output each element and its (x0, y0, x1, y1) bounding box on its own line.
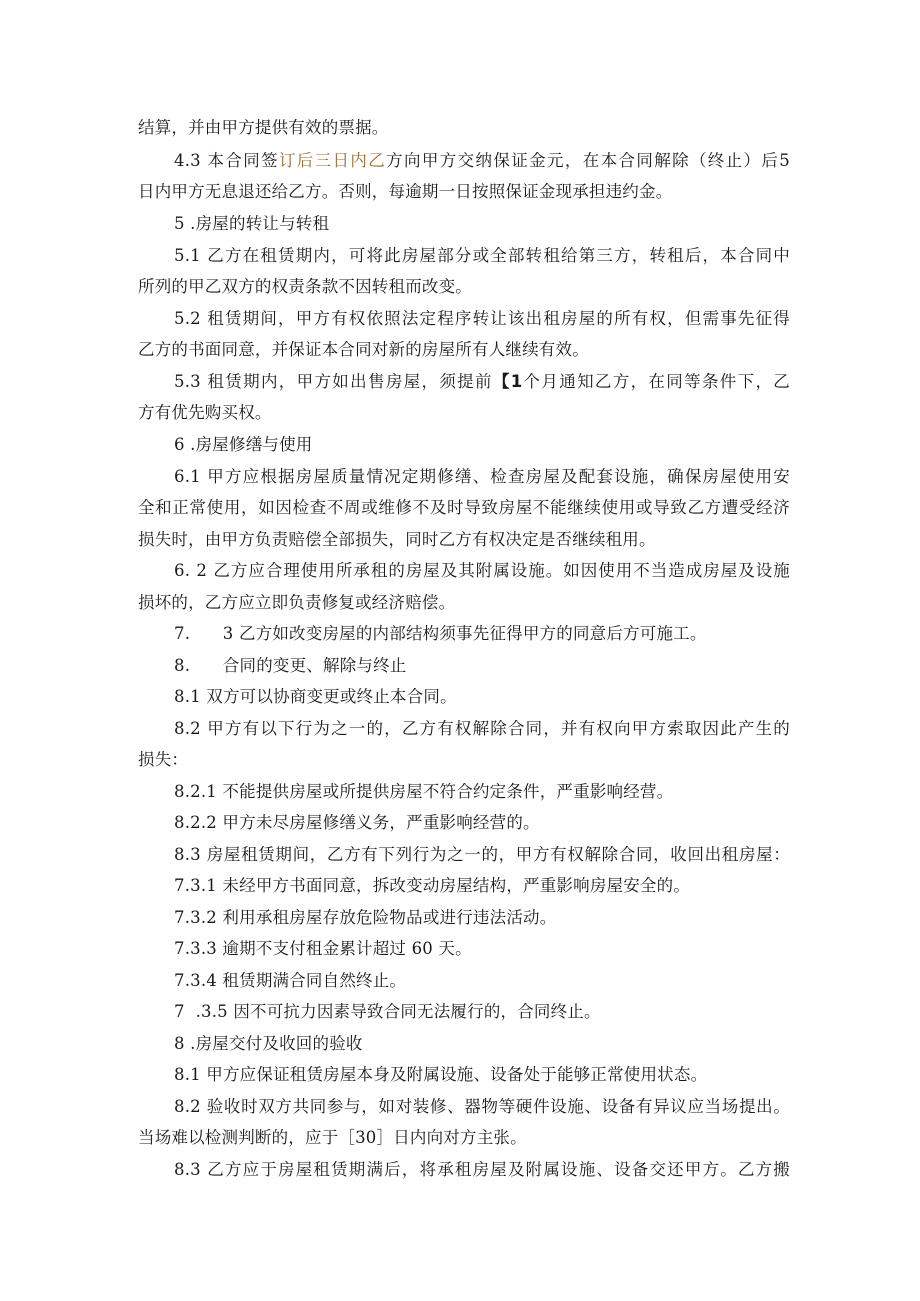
text-line: 7. 3 乙方如改变房屋的内部结构须事先征得甲方的同意后方可施工。 (174, 624, 707, 643)
section-heading: 8 .房屋交付及收回的验收 (174, 1034, 363, 1053)
text-line (174, 372, 790, 392)
text-segment: 5.3 租赁期内，甲方如出售房屋，须提前 (174, 372, 493, 391)
text-line: 损坏的，乙方应立即负责修复或经济赔偿。 (138, 593, 456, 612)
highlighted-text: 订后三日内乙 (278, 151, 387, 170)
text-line: 损失： (138, 750, 189, 769)
section-heading: 5 .房屋的转让与转租 (174, 214, 330, 233)
text-line: 8.1 双方可以协商变更或终止本合同。 (174, 687, 457, 706)
text-line: 6.1 甲方应根据房屋质量情况定期修缮、检查房屋及配套设施，确保房屋使用安 (174, 467, 790, 486)
text-line: 乙方的书面同意，并保证本合同对新的房屋所有人继续有效。 (138, 340, 589, 359)
text-line: 7.3.4 租赁期满合同自然终止。 (174, 971, 407, 990)
text-line: 6. 2 乙方应合理使用所承租的房屋及其附属设施。如因使用不当造成房屋及设施 (174, 561, 790, 580)
text-line: 5.2 租赁期间，甲方有权依照法定程序转让该出租房屋的所有权，但需事先征得 (174, 309, 790, 328)
text-segment: 个月通知乙方，在同等条件下，乙 (522, 372, 791, 391)
text-line: 8.2.2 甲方未尽房屋修缮义务，严重影响经营的。 (174, 813, 540, 832)
text-line: 全和正常使用，如因检查不周或维修不及时导致房屋不能继续使用或导致乙方遭受经济 (138, 498, 790, 517)
text-line: 所列的甲乙双方的权责条款不因转租而改变。 (138, 277, 472, 296)
text-line: 8.3 房屋租赁期间，乙方有下列行为之一的，甲方有权解除合同，收回出租房屋： (174, 845, 790, 864)
text-line: 7.3.2 利用承租房屋存放危险物品或进行违法活动。 (174, 908, 557, 927)
text-line (174, 151, 790, 171)
text-line: 结算，并由甲方提供有效的票据。 (138, 118, 389, 137)
text-segment: 4.3 本合同签 (174, 151, 279, 170)
text-line: 8.2 验收时双方共同参与，如对装修、器物等硬件设施、设备有异议应当场提出。 (174, 1097, 790, 1116)
text-line: 8.2.1 不能提供房屋或所提供房屋不符合约定条件，严重影响经营。 (174, 782, 674, 801)
text-line: 7.3.3 逾期不支付租金累计超过 60 天。 (174, 939, 472, 958)
bracket-value: 【1 (492, 372, 523, 391)
text-line: 7 .3.5 因不可抗力因素导致合同无法履行的，合同终止。 (174, 1002, 601, 1021)
text-line: 损失时，由甲方负责赔偿全部损失，同时乙方有权决定是否继续租用。 (138, 530, 656, 549)
text-line: 5.1 乙方在租赁期内，可将此房屋部分或全部转租给第三方，转租后，本合同中 (174, 246, 790, 265)
section-heading: 8. 合同的变更、解除与终止 (174, 656, 407, 675)
text-line: 当场难以检测判断的，应于［30］日内向对方主张。 (138, 1128, 527, 1147)
text-line: 8.3 乙方应于房屋租赁期满后，将承租房屋及附属设施、设备交还甲方。乙方搬 (174, 1160, 790, 1179)
text-line: 日内甲方无息退还给乙方。否则，每逾期一日按照保证金现承担违约金。 (138, 182, 673, 201)
text-line: 8.1 甲方应保证租赁房屋本身及附属设施、设备处于能够正常使用状态。 (174, 1065, 708, 1084)
text-line: 方有优先购买权。 (138, 403, 272, 422)
text-line: 7.3.1 未经甲方书面同意，拆改变动房屋结构，严重影响房屋安全的。 (174, 876, 691, 895)
text-segment: 方向甲方交纳保证金元，在本合同解除（终止）后5 (386, 151, 790, 170)
section-heading: 6 .房屋修缮与使用 (174, 435, 313, 454)
text-line: 8.2 甲方有以下行为之一的，乙方有权解除合同，并有权向甲方索取因此产生的 (174, 719, 790, 738)
